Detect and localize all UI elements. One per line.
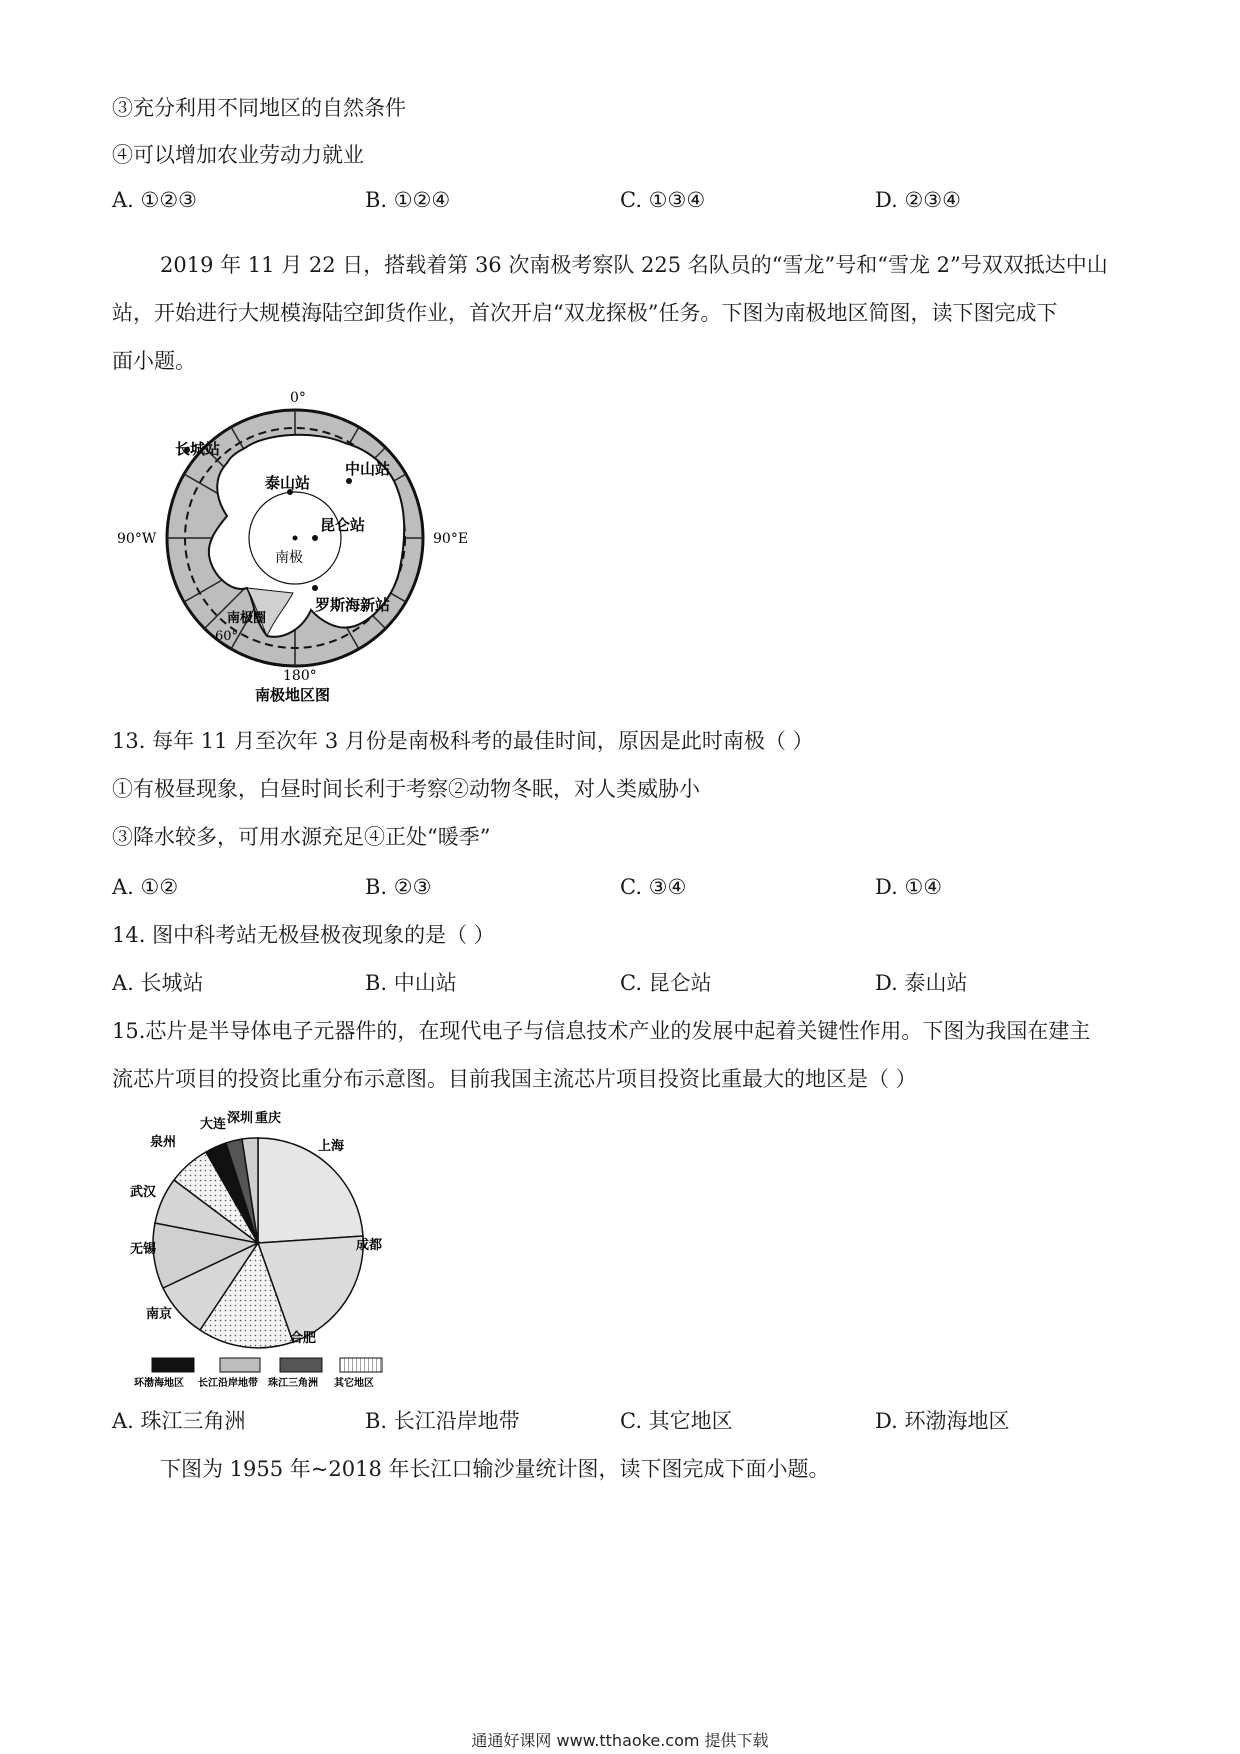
label-zhongshan: 中山站 bbox=[345, 460, 391, 478]
q15-option-d: D. 环渤海地区 bbox=[875, 1409, 1010, 1433]
q15-option-a: A. 珠江三角洲 bbox=[112, 1409, 246, 1433]
label-antarctic-circle: 南极圈 bbox=[227, 611, 267, 626]
label-dalian: 大连 bbox=[200, 1117, 227, 1132]
label-90e: 90°E bbox=[433, 531, 469, 547]
q13-option-b: B. ②③ bbox=[365, 875, 432, 899]
q14-stem: 14. 图中科考站无极昼极夜现象的是（ ） bbox=[112, 923, 495, 947]
antarctic-map bbox=[115, 388, 475, 708]
passage-line-1: 2019 年 11 月 22 日，搭载着第 36 次南极考察队 225 名队员的“雪龙”号和“雪龙 2”号双双抵达中山 bbox=[160, 253, 1108, 277]
passage-line-3: 面小题。 bbox=[112, 349, 196, 373]
statement-3: ③充分利用不同地区的自然条件 bbox=[112, 96, 406, 120]
label-wuhan: 武汉 bbox=[130, 1185, 157, 1200]
q12-option-a: A. ①②③ bbox=[112, 188, 197, 212]
q13-option-c: C. ③④ bbox=[620, 875, 687, 899]
label-chengdu: 成都 bbox=[356, 1238, 383, 1253]
chip-investment-pie bbox=[128, 1108, 398, 1390]
label-taishan: 泰山站 bbox=[265, 474, 311, 492]
q13-line-2: ③降水较多，可用水源充足④正处“暖季” bbox=[112, 825, 491, 849]
legend-label-other: 其它地区 bbox=[334, 1378, 374, 1389]
q13-stem: 13. 每年 11 月至次年 3 月份是南极科考的最佳时间，原因是此时南极（ ） bbox=[112, 729, 814, 753]
label-60: 60° bbox=[215, 629, 239, 644]
statement-4: ④可以增加农业劳动力就业 bbox=[112, 143, 364, 167]
q14-option-b: B. 中山站 bbox=[365, 971, 457, 995]
label-nanjing: 南京 bbox=[146, 1307, 173, 1322]
q15-line-1: 15.芯片是半导体电子元器件的，在现代电子与信息技术产业的发展中起着关键性作用。下图为我国在建主 bbox=[112, 1019, 1091, 1043]
q14-option-d: D. 泰山站 bbox=[875, 971, 968, 995]
q12-option-b: B. ①②④ bbox=[365, 188, 451, 212]
next-intro: 下图为 1955 年~2018 年长江口输沙量统计图，读下图完成下面小题。 bbox=[160, 1457, 830, 1481]
legend-swatch-prd bbox=[280, 1358, 322, 1372]
q13-option-a: A. ①② bbox=[112, 875, 179, 899]
legend-label-yangtze: 长江沿岸地带 bbox=[198, 1378, 258, 1389]
map-caption: 南极地区图 bbox=[255, 686, 331, 704]
q15-option-b: B. 长江沿岸地带 bbox=[365, 1409, 520, 1433]
zhongshan-marker bbox=[346, 478, 352, 484]
label-shenzhen: 深圳 bbox=[227, 1111, 254, 1126]
legend-label-prd: 珠江三角洲 bbox=[268, 1378, 318, 1389]
q15-line-2: 流芯片项目的投资比重分布示意图。目前我国主流芯片项目投资比重最大的地区是（ ） bbox=[112, 1067, 917, 1091]
label-90w: 90°W bbox=[117, 531, 157, 547]
q14-option-c: C. 昆仑站 bbox=[620, 971, 712, 995]
label-0: 0° bbox=[290, 390, 306, 406]
south-pole-marker bbox=[293, 536, 298, 541]
q15-option-c: C. 其它地区 bbox=[620, 1409, 733, 1433]
label-quanzhou: 泉州 bbox=[150, 1135, 177, 1150]
label-changcheng: 长城站 bbox=[175, 440, 221, 458]
q13-line-1: ①有极昼现象，白昼时间长利于考察②动物冬眠，对人类威胁小 bbox=[112, 777, 700, 801]
rossnew-marker bbox=[312, 585, 318, 591]
label-180: 180° bbox=[283, 668, 317, 684]
slice-shanghai bbox=[258, 1138, 363, 1243]
legend-swatch-yangtze bbox=[220, 1358, 260, 1372]
label-kunlun: 昆仑站 bbox=[320, 516, 366, 534]
footer: 通通好课网 www.tthaoke.com 提供下载 bbox=[471, 1731, 769, 1750]
q13-option-d: D. ①④ bbox=[875, 875, 943, 899]
label-rossnew: 罗斯海新站 bbox=[315, 596, 391, 614]
label-shanghai: 上海 bbox=[318, 1139, 345, 1154]
legend-label-bohai: 环渤海地区 bbox=[134, 1378, 184, 1389]
q12-option-c: C. ①③④ bbox=[620, 188, 706, 212]
label-hefei: 合肥 bbox=[290, 1331, 317, 1346]
passage-line-2: 站，开始进行大规模海陆空卸货作业，首次开启“双龙探极”任务。下图为南极地区简图，读下图完成下 bbox=[112, 301, 1058, 325]
label-pole: 南极 bbox=[275, 550, 303, 566]
q12-option-d: D. ②③④ bbox=[875, 188, 961, 212]
q14-option-a: A. 长城站 bbox=[112, 971, 204, 995]
label-chongqing: 重庆 bbox=[255, 1111, 282, 1126]
legend-swatch-bohai bbox=[152, 1358, 194, 1372]
label-wuxi: 无锡 bbox=[130, 1242, 157, 1257]
legend-swatch-other bbox=[340, 1358, 382, 1372]
kunlun-marker bbox=[312, 535, 318, 541]
